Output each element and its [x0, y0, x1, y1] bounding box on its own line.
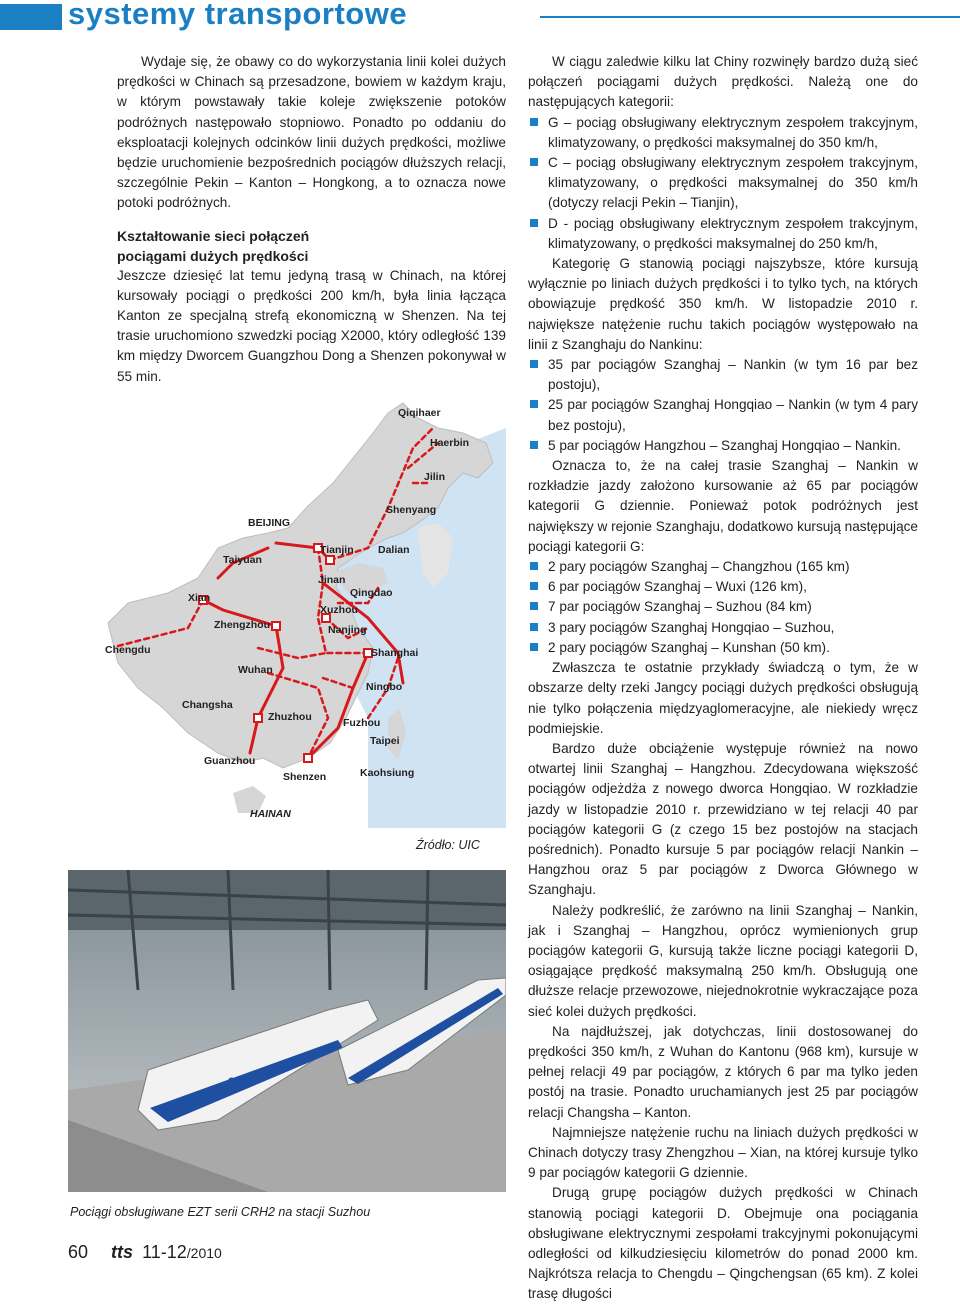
- right-intro: W ciągu zaledwie kilku lat Chiny rozwinęły bardzo dużą sieć połączeń pociągami dużych prędkości. Należą one do następujących kategorii:: [528, 54, 918, 110]
- list-item: 5 par pociągów Hangzhou – Szanghaj Hongqiao – Nankin.: [528, 436, 918, 456]
- right-paragraph-5: Najmniejsze natężenie ruchu na liniach dużych prędkości w Chinach dotyczy trasy Zhengzhou – Xian, na której kursuje tylko 9 par pociągów kategorii G dziennie.: [528, 1124, 918, 1181]
- right-paragraph-6: Drugą grupę pociągów dużych prędkości w Chinach stanowią pociągi kategorii D. Obejmuje ona pociągania obsługiwane elektrycznymi zespołami trakcyjnymi pokonującymi odległości od kilkudziesięciu kilometrów do ponad 2000 km. Najkrótsza relacja to Chengdu – Qingchengsan (65 km). Z kolei trasę długości: [528, 1185, 918, 1302]
- list-item: C – pociąg obsługiwany elektrycznym zespołem trakcyjnym, klimatyzowany, o prędkości maksymalnej do 350 km/h (dotyczy relacji Pekin – Tianjin),: [528, 153, 918, 214]
- page-number: 60: [68, 1242, 89, 1262]
- bullet-square-icon: [530, 602, 538, 610]
- train-photo: [68, 870, 506, 1192]
- map-label-qiqihaer: Qiqihaer: [398, 407, 441, 419]
- train-logo: CRH: [228, 1076, 248, 1086]
- right-paragraph-3: Należy podkreślić, że zarówno na linii Szanghaj – Nankin, jak i Szanghaj – Hangzhou, oprócz wymienionych grup pociągów kategorii G, kursują także liczne pociągi kategorii D, osiągające prędkość maksymalną 250 km/h. Obsługują one dłuższe relacje przewozowe, niejednokrotnie wykraczające poza sieć kolei dużych prędkości.: [528, 902, 918, 1019]
- bullet-square-icon: [530, 441, 538, 449]
- list-item: 3 pary pociągów Szanghaj Hongqiao – Suzhou,: [528, 618, 918, 638]
- extra-trains-list: [528, 557, 918, 658]
- map-label-xian: Xian: [188, 592, 211, 604]
- map-label-shenzen: Shenzen: [283, 771, 327, 783]
- bullet-square-icon: [530, 582, 538, 590]
- bullet-square-icon: [530, 360, 538, 368]
- section-title: systemy transportowe: [68, 0, 408, 31]
- bullet-square-icon: [530, 623, 538, 631]
- list-item: 2 pary pociągów Szanghaj – Kunshan (50 km).: [528, 638, 918, 658]
- map-label-taiyuan: Taiyuan: [223, 554, 262, 566]
- map-label-jilin: Jilin: [424, 471, 446, 483]
- map-label-hainan: HAINAN: [250, 808, 291, 820]
- bullet-square-icon: [530, 219, 538, 227]
- map-label-ningbo: Ningbo: [366, 681, 403, 693]
- bullet-square-icon: [530, 400, 538, 408]
- right-paragraph-4: Na najdłuższej, jak dotychczas, linii dostosowanej do prędkości 350 km/h, z Wuhan do Kantonu (968 km), kursuje w pełnej relacji 49 par pociągów, z których 6 par ma tylko jeden postój na trasie. Ponadto uruchamianych jest 25 par pociągów relacji Changsha – Kanton.: [528, 1023, 918, 1120]
- bullet-square-icon: [530, 118, 538, 126]
- right-paragraph-note: Oznacza to, że na całej trasie Szanghaj – Nankin w rozkładzie jazdy założono kursowanie aż 65 par pociągów kategorii G dziennie. Ponieważ potok podróżnych jest największy w rejonie Szanghaju, dodatkowo kursują następujące pociągi kategorii G:: [528, 458, 918, 554]
- list-item: 25 par pociągów Szanghaj Hongqiao – Nankin (w tym 4 pary bez postoju),: [528, 395, 918, 435]
- right-column: [528, 52, 918, 1305]
- bullet-square-icon: [530, 643, 538, 651]
- right-paragraph-2: Bardzo duże obciążenie występuje również na nowo otwartej linii Szanghaj – Hangzhou. Zdecydowana większość pociągów odjeżdża z nowego dworca Hongqiao. W rozkładzie jazdy w listopadzie 2010 r. przewidziano w tej relacji 40 par pociągów kategorii G (z czego 15 bez postojów na stacjach pośrednich). Ponadto kursuje 5 par pociągów relacji Nankin – Hangzhou oraz 5 par pociągów z Dworca Głównego w Szanghaju.: [528, 740, 918, 898]
- map-label-jinan: Jinan: [318, 574, 346, 586]
- right-paragraph-g: Kategorię G stanowią pociągi najszybsze, które kursują wyłącznie po liniach dużych prędkości i to tylko tych, na których obowiązuje prędkość 350 km/h. W listopadzie 2010 r. największe natężenie ruchu takich pociągów występowało na linii z Szanghaju do Nankinu:: [528, 256, 918, 352]
- map-label-guanzhou: Guanzhou: [204, 755, 256, 767]
- nankin-list: [528, 355, 918, 456]
- left-column: [117, 52, 506, 387]
- map-label-fuzhou: Fuzhou: [343, 717, 381, 729]
- map-label-shenyang: Shenyang: [386, 504, 437, 516]
- right-paragraph-1: Zwłaszcza te ostatnie przykłady świadczą o tym, że w obszarze delty rzeki Jangcy pociągi dużych prędkości obsługują nie tylko połączenia międzyaglomeracyjne, ale niekiedy wręcz podmiejskie.: [528, 660, 918, 736]
- map-label-haerbin: Haerbin: [430, 437, 470, 449]
- rail-map: [68, 388, 506, 828]
- list-item: G – pociąg obsługiwany elektrycznym zespołem trakcyjnym, klimatyzowany, o prędkości maksymalnej do 350 km/h,: [528, 113, 918, 153]
- map-label-chengdu: Chengdu: [105, 644, 151, 656]
- list-item: 7 par pociągów Szanghaj – Suzhou (84 km): [528, 597, 918, 617]
- map-label-taipei: Taipei: [370, 735, 400, 747]
- subheading-line-1: Kształtowanie sieci połączeń: [117, 227, 310, 244]
- map-label-zhuzhou: Zhuzhou: [268, 711, 312, 723]
- map-label-qingdao: Qingdao: [350, 587, 393, 599]
- map-label-tianjin: Tianjin: [320, 544, 354, 556]
- map-label-dalian: Dalian: [378, 544, 410, 556]
- map-label-beijing: BEIJING: [248, 517, 291, 529]
- map-label-zhengzhou: Zhengzhou: [214, 619, 270, 631]
- issue-year: /2010: [186, 1245, 222, 1261]
- map-label-changsha: Changsha: [182, 699, 233, 711]
- list-item: D - pociąg obsługiwany elektrycznym zespołem trakcyjnym, klimatyzowany, o prędkości maksymalnej do 250 km/h,: [528, 214, 918, 254]
- map-label-kaohsiung: Kaohsiung: [360, 767, 415, 779]
- photo-caption: Pociągi obsługiwane EZT serii CRH2 na stacji Suzhou: [70, 1205, 371, 1219]
- map-label-shanghai: Shanghai: [371, 647, 419, 659]
- bullet-square-icon: [530, 158, 538, 166]
- magazine-logo: tts: [111, 1242, 134, 1262]
- subheading-line-2: pociągami dużych prędkości: [117, 247, 309, 264]
- left-paragraph-2: Jeszcze dziesięć lat temu jedyną trasą w Chinach, na której kursowały pociągi o prędkości 200 km/h, była linia łącząca Kanton ze specjalną strefą ekonomiczną w Shenzen. Na tej trasie uruchomiono szwedzki pociąg X2000, który odległość 139 km między Dworcem Guangzhou Dong a Shenzen pokonywał w 55 min.: [117, 267, 506, 384]
- header-rule: [540, 16, 960, 18]
- list-item: 35 par pociągów Szanghaj – Nankin (w tym 16 par bez postoju),: [528, 355, 918, 395]
- map-label-xuzhou: Xuzhou: [320, 604, 358, 616]
- category-list: [528, 113, 918, 254]
- issue-number: 11-12: [142, 1242, 187, 1262]
- map-label-nanjing: Nanjing: [328, 624, 367, 636]
- map-label-wuhan: Wuhan: [238, 664, 273, 676]
- page-footer: [68, 1242, 222, 1263]
- header-accent-square: [0, 4, 62, 30]
- subheading: [117, 226, 506, 266]
- map-source: Źródło: UIC: [416, 838, 480, 852]
- bullet-square-icon: [530, 562, 538, 570]
- left-paragraph-1: Wydaje się, że obawy co do wykorzystania linii kolei dużych prędkości w Chinach są przesadzone, bowiem w każdym kraju, w którym powstawały takie koleje zwiększenie potoków podróżnych następowało stopniowo. Ponadto po oddaniu do eksploatacji kolejnych odcinków linii dużych prędkości, możliwe będzie uruchomienie bezpośrednich pociągów dłuższych relacji, szczególnie Pekin – Kanton – Hongkong, a to oznacza nowe potoki podróżnych.: [117, 54, 506, 211]
- list-item: 6 par pociągów Szanghaj – Wuxi (126 km),: [528, 577, 918, 597]
- list-item: 2 pary pociągów Szanghaj – Changzhou (165 km): [528, 557, 918, 577]
